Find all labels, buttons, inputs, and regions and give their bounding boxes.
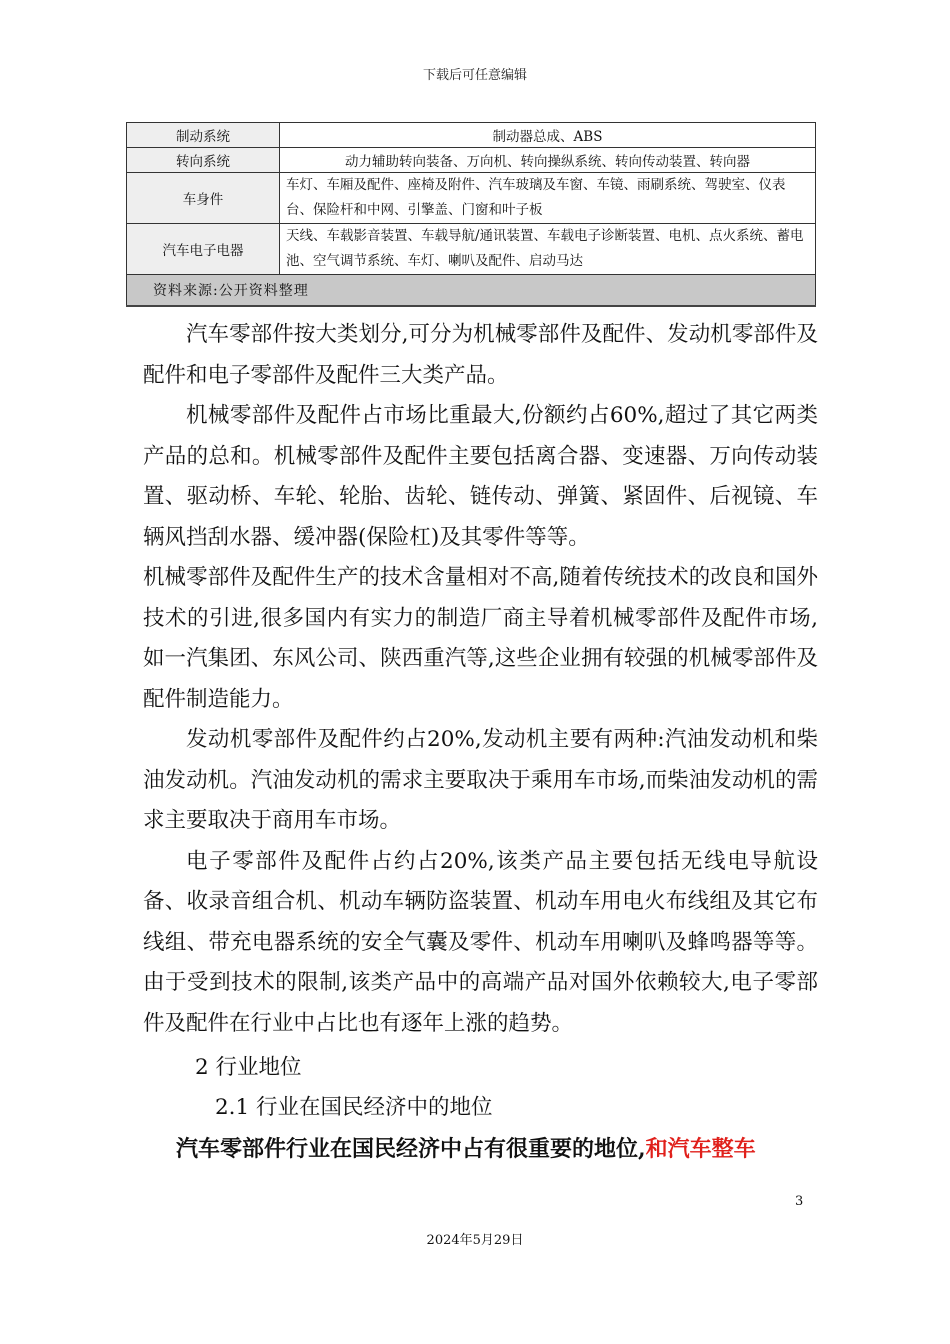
table-category-cell: 车身件 [127,173,280,224]
body-text [143,315,818,1044]
table-row [127,224,816,275]
table-row [127,123,816,148]
table-items-cell: 制动器总成、ABS [280,123,816,148]
lead-sentence [176,1129,756,1169]
table-category-cell: 制动系统 [127,123,280,148]
paragraph: 汽车零部件按大类划分,可分为机械零部件及配件、发动机零部件及配件和电子零部件及配件三大类产品。 [143,322,818,388]
table-items-cell: 动力辅助转向装备、万向机、转向操纵系统、转向传动装置、转向器 [280,148,816,173]
table-row [127,173,816,224]
page-header: 下载后可任意编辑 [422,68,527,83]
table-source-row [127,275,816,307]
page-number: 3 [795,1194,804,1209]
paragraph: 电子零部件及配件占约占20%,该类产品主要包括无线电导航设备、收录音组合机、机动车辆防盗装置、机动车用电火布线组及其它布线组、带充电器系统的安全气囊及零件、机动车用喇叭及蜂鸣器等等。由于受到技术的限制,该类产品中的高端产品对国外依赖较大,电子零部件及配件在行业中占比也有逐年上涨的趋势。 [143,848,818,1036]
table-source-note: 资料来源:公开资料整理 [127,275,816,307]
parts-table [126,122,816,307]
table-category-cell: 转向系统 [127,148,280,173]
lead-text: 汽车零部件行业在国民经济中占有很重要的地位, [176,1136,646,1162]
paragraph: 机械零部件及配件生产的技术含量相对不高,随着传统技术的改良和国外技术的引进,很多国内有实力的制造厂商主导着机械零部件及配件市场,如一汽集团、东风公司、陕西重汽等,这些企业拥有较强的机械零部件及配件制造能力。 [143,565,818,712]
paragraph: 机械零部件及配件占市场比重最大,份额约占60%,超过了其它两类产品的总和。机械零部件及配件主要包括离合器、变速器、万向传动装置、驱动桥、车轮、轮胎、齿轮、链传动、弹簧、紧固件、后视镜、车辆风挡刮水器、缓冲器(保险杠)及其零件等等。 [143,403,818,550]
table-items-cell: 天线、车载影音装置、车载导航/通讯装置、车载电子诊断装置、电机、点火系统、蓄电池、空气调节系统、车灯、喇叭及配件、启动马达 [280,224,816,275]
table-category-cell: 汽车电子电器 [127,224,280,275]
subsection-heading: 2.1 行业在国民经济中的地位 [215,1095,493,1120]
section-heading: 2 行业地位 [195,1055,302,1080]
paragraph: 发动机零部件及配件约占20%,发动机主要有两种:汽油发动机和柴油发动机。汽油发动机的需求主要取决于乘用车市场,而柴油发动机的需求主要取决于商用车市场。 [143,727,818,833]
lead-highlight-text: 和汽车整车 [645,1136,756,1162]
table-items-cell: 车灯、车厢及配件、座椅及附件、汽车玻璃及车窗、车镜、雨刷系统、驾驶室、仪表台、保险杆和中网、引擎盖、门窗和叶子板 [280,173,816,224]
table-row [127,148,816,173]
page-footer-date: 2024年5月29日 [426,1233,524,1248]
